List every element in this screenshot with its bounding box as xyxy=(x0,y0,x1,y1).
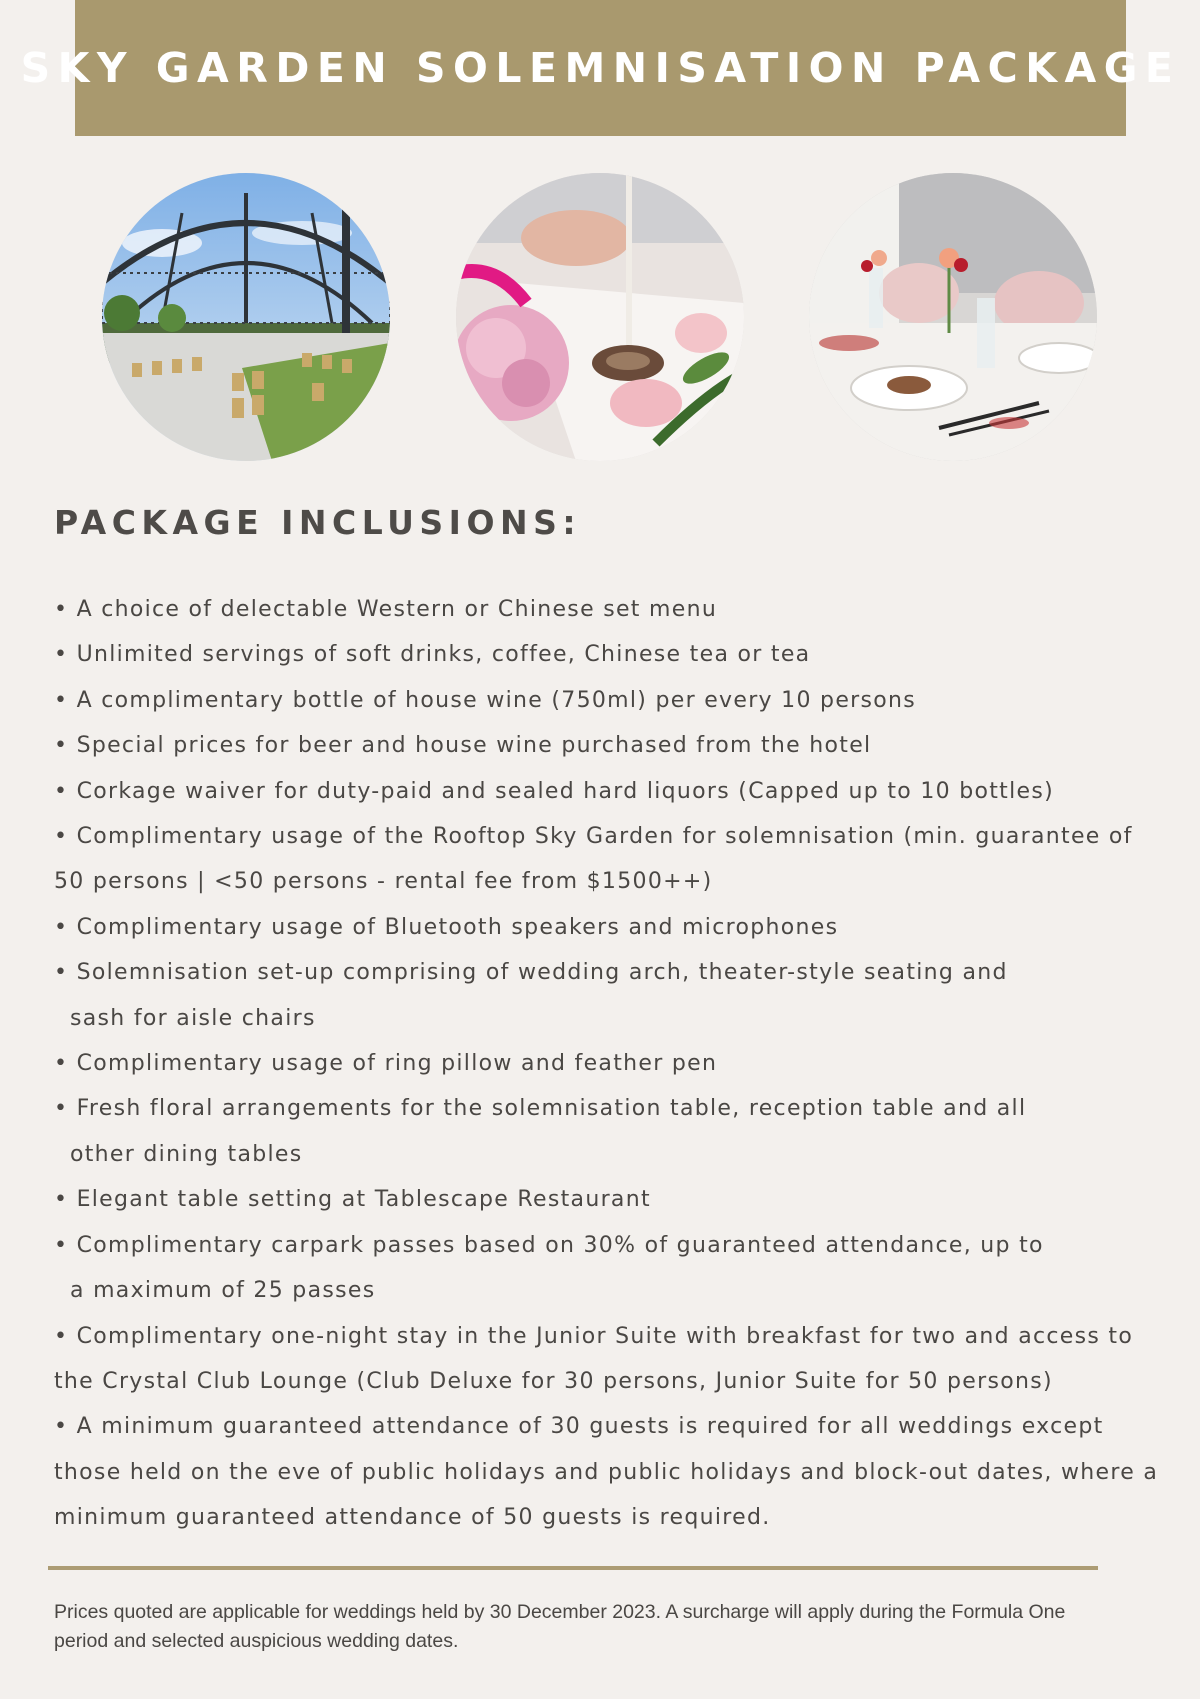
list-item: • Fresh floral arrangements for the solemnisation table, reception table and all other dining tables xyxy=(54,1096,1027,1167)
list-item: • A complimentary bottle of house wine (750ml) per every 10 persons xyxy=(54,687,917,713)
list-item: • A choice of delectable Western or Chinese set menu xyxy=(54,597,718,622)
list-item: • Complimentary usage of Bluetooth speakers and microphones xyxy=(54,914,839,940)
list-item: • Complimentary one-night stay in the Junior Suite with breakfast for two and access to the Crystal Club Lounge (Club Deluxe for 30 persons, Junior Suite for 50 persons) xyxy=(54,1323,1134,1394)
divider xyxy=(48,1566,1098,1570)
list-item: • Complimentary carpark passes based on 30% of guaranteed attendance, up to a maximum of 25 passes xyxy=(54,1232,1044,1304)
list-item: • A minimum guaranteed attendance of 30 guests is required for all weddings except those held on the eve of public holidays and public holidays and block-out dates, where a minimum guaranteed attendance of 50 guests is required. xyxy=(54,1414,1159,1531)
list-item: • Unlimited servings of soft drinks, coffee, Chinese tea or tea xyxy=(54,642,811,668)
list-item: • Solemnisation set-up comprising of wedding arch, theater-style seating and sash for aisle chairs xyxy=(54,960,1008,1031)
list-item: • Special prices for beer and house wine purchased from the hotel xyxy=(54,733,872,759)
list-item: • Elegant table setting at Tablescape Restaurant xyxy=(54,1187,651,1213)
ring-pillow-feather-pen-photo xyxy=(456,173,744,461)
list-item: • Corkage waiver for duty-paid and sealed hard liquors (Capped up to 10 bottles) xyxy=(54,778,1054,804)
pricing-footnote: Prices quoted are applicable for weddings held by 30 December 2023. A surcharge will apply during the Formula One period and selected auspicious wedding dates. xyxy=(54,1601,1066,1652)
package-inclusions-heading: PACKAGE INCLUSIONS: xyxy=(54,503,582,542)
page-title: SKY GARDEN SOLEMNISATION PACKAGE xyxy=(20,44,1181,92)
inclusions-list xyxy=(54,587,1164,1541)
list-item: • Complimentary usage of the Rooftop Sky Garden for solemnisation (min. guarantee of 50 persons | <50 persons - rental fee from $1500++) xyxy=(54,824,1133,895)
title-banner xyxy=(20,0,1181,136)
list-item: • Complimentary usage of ring pillow and feather pen xyxy=(54,1051,718,1077)
table-setting-photo xyxy=(809,173,1097,461)
rooftop-sky-garden-photo xyxy=(102,173,390,461)
